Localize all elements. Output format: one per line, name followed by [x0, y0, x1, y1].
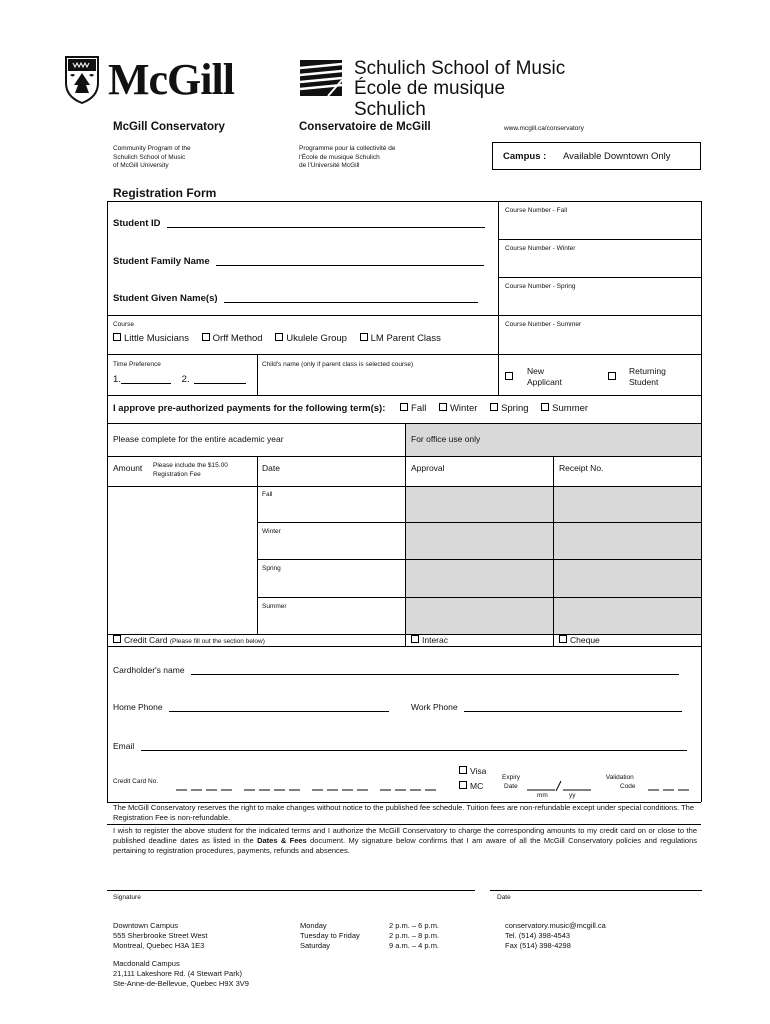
- macdonald-address: [113, 959, 249, 989]
- header-line: de l'Université McGill: [299, 162, 360, 169]
- term-winter-option[interactable]: Winter: [439, 403, 477, 414]
- amount-note: [153, 462, 228, 479]
- given-names-line[interactable]: [224, 292, 478, 303]
- checkbox-icon[interactable]: [559, 635, 567, 643]
- footer-line: 555 Sherbrooke Street West: [113, 931, 208, 940]
- header-line: l'École de musique Schulich: [299, 153, 380, 161]
- footer-email[interactable]: conservatory.music@mcgill.ca: [505, 921, 606, 930]
- email-label: Email: [113, 741, 135, 751]
- form-title: Registration Form: [113, 186, 217, 200]
- checkbox-icon[interactable]: [459, 766, 467, 774]
- schulich-logo: [300, 58, 580, 120]
- course-options: [113, 333, 441, 344]
- checkbox-icon[interactable]: [202, 333, 210, 341]
- time-pref-1-label: 1.: [113, 374, 121, 385]
- checkbox-icon[interactable]: [275, 333, 283, 341]
- approval-header: Approval: [411, 463, 445, 473]
- card-number-blanks[interactable]: [176, 789, 444, 793]
- authorization-text: document. My signature below confirms that I am aware of all the McGill Conservatory policies and regulations pertaining to registration procedures, payments, refunds and absences.: [113, 836, 697, 855]
- expiry-label: [502, 774, 520, 791]
- child-name-label: Child's name (only if parent class is selected course): [262, 361, 414, 368]
- payment-approve-label: I approve pre-authorized payments for the following term(s):: [113, 403, 386, 414]
- footer-line: Saturday: [300, 941, 331, 950]
- campus-box: [492, 142, 701, 170]
- checkbox-icon[interactable]: [113, 333, 121, 341]
- checkbox-icon[interactable]: [490, 403, 498, 411]
- checkbox-icon[interactable]: [113, 635, 121, 643]
- expiry-blanks[interactable]: [527, 780, 591, 792]
- amount-note-line: Please include the $15.00: [153, 462, 228, 469]
- mcgill-wordmark: McGill: [108, 55, 234, 104]
- expiry-mm: mm: [537, 792, 548, 799]
- term-fall-option[interactable]: Fall: [400, 403, 426, 414]
- student-id-line[interactable]: [167, 217, 485, 228]
- pay-cheque-option[interactable]: Cheque: [559, 635, 600, 646]
- date-label: Date: [497, 894, 511, 901]
- time-pref-fields[interactable]: [113, 373, 246, 385]
- validation-blanks[interactable]: [648, 789, 692, 793]
- work-phone-line[interactable]: [464, 701, 682, 712]
- mc-option[interactable]: MC: [459, 781, 483, 792]
- checkbox-icon[interactable]: [608, 372, 616, 380]
- home-phone-label: Home Phone: [113, 702, 163, 712]
- term-summer-option[interactable]: Summer: [541, 403, 588, 414]
- authorization-text: I wish to register the above student for the indicated terms and I authorize the McGill Conservatory to charge the corresponding amounts to my credit card on or close to the published deadline dates as listed in the: [113, 826, 697, 845]
- row-winter-label: Winter: [262, 528, 281, 535]
- expiry-yy: yy: [569, 792, 576, 799]
- given-names-field[interactable]: [113, 292, 478, 304]
- header-title-fr: Conservatoire de McGill: [299, 121, 431, 133]
- campus-label: Campus :: [503, 151, 547, 162]
- returning-student-line: Returning: [629, 366, 666, 376]
- signature-label: Signature: [113, 894, 141, 901]
- row-spring-label: Spring: [262, 565, 281, 572]
- returning-student-line: Student: [629, 377, 659, 387]
- work-phone-label: Work Phone: [411, 702, 458, 712]
- course-option-lm-parent[interactable]: LM Parent Class: [360, 333, 441, 344]
- footer-line: Downtown Campus: [113, 921, 179, 930]
- visa-option[interactable]: Visa: [459, 766, 486, 777]
- validation-line: Code: [620, 782, 636, 790]
- footer-line: Macdonald Campus: [113, 959, 180, 968]
- amount-header: Amount: [113, 463, 143, 473]
- expiry-line: Date: [504, 782, 518, 790]
- amount-note-line: Registration Fee: [153, 470, 201, 478]
- row-summer-label: Summer: [262, 603, 287, 610]
- checkbox-icon[interactable]: [411, 635, 419, 643]
- new-applicant-line: New: [527, 366, 545, 376]
- course-option-little-musicians[interactable]: Little Musicians: [113, 333, 189, 344]
- validation-line: Validation: [605, 774, 634, 781]
- checkbox-icon[interactable]: [439, 403, 447, 411]
- schulich-mark-icon: [300, 60, 342, 96]
- email-field[interactable]: [113, 740, 687, 752]
- home-phone-field[interactable]: [113, 701, 389, 713]
- checkbox-icon[interactable]: [459, 781, 467, 789]
- header-url[interactable]: www.mcgill.ca/conservatory: [504, 125, 584, 132]
- header-line: Schulich School of Music: [113, 153, 186, 161]
- checkbox-icon[interactable]: [505, 372, 513, 380]
- card-number-label: Credit Card No.: [113, 778, 159, 785]
- time-pref-2-label: 2.: [181, 374, 190, 385]
- student-id-field[interactable]: [113, 217, 485, 229]
- footer-line: 21,111 Lakeshore Rd. (4 Stewart Park): [113, 969, 242, 978]
- course-number-summer: Course Number - Summer: [505, 321, 582, 328]
- course-option-ukulele[interactable]: Ukulele Group: [275, 333, 347, 344]
- cardholder-line[interactable]: [191, 664, 679, 675]
- office-hours: [389, 921, 439, 951]
- notice-authorization: [113, 826, 697, 856]
- pay-interac-option[interactable]: Interac: [411, 635, 448, 646]
- payment-terms-row: [113, 403, 588, 414]
- footer-line: Tel. (514) 398-4543: [505, 931, 571, 940]
- email-line[interactable]: [141, 740, 687, 751]
- footer-line: Fax (514) 398-4298: [505, 941, 571, 950]
- course-number-spring: Course Number - Spring: [505, 283, 576, 290]
- campus-value: Available Downtown Only: [563, 151, 671, 162]
- home-phone-line[interactable]: [169, 701, 389, 712]
- schulich-name-fr: École de musique Schulich: [354, 78, 506, 120]
- header-line: of McGill University: [113, 162, 169, 169]
- course-option-orff[interactable]: Orff Method: [202, 333, 263, 344]
- family-name-label: Student Family Name: [113, 256, 210, 267]
- course-label: Course: [113, 321, 134, 328]
- dates-fees-ref: Dates & Fees: [257, 836, 307, 845]
- time-pref-2-line[interactable]: [194, 373, 246, 384]
- work-phone-field[interactable]: [411, 701, 682, 713]
- notice-fees: The McGill Conservatory reserves the right to make changes without notice to the published fee schedule. Tuition fees are non-refundable except under special conditions. The Registration Fee is non-refundable.: [113, 803, 695, 822]
- course-number-fall: Course Number - Fall: [505, 207, 568, 214]
- cardholder-field[interactable]: [113, 664, 679, 676]
- pay-credit-option[interactable]: Credit Card (Please fill out the section below): [113, 635, 265, 647]
- time-pref-1-line[interactable]: [121, 373, 171, 384]
- expiry-line: Expiry: [502, 774, 521, 781]
- checkbox-icon[interactable]: [541, 403, 549, 411]
- time-pref-label: Time Preference: [113, 361, 161, 368]
- row-fall-label: Fall: [262, 491, 273, 498]
- downtown-address: [113, 921, 208, 951]
- course-number-winter: Course Number - Winter: [505, 245, 576, 252]
- office-use-label: For office use only: [411, 434, 481, 444]
- header-lines-fr: [299, 145, 395, 171]
- footer-line: Tuesday to Friday: [300, 931, 360, 940]
- date-header: Date: [262, 463, 280, 473]
- student-id-label: Student ID: [113, 218, 161, 229]
- term-spring-option[interactable]: Spring: [490, 403, 528, 414]
- cardholder-label: Cardholder's name: [113, 665, 185, 675]
- footer-line: 2 p.m. – 8 p.m.: [389, 931, 440, 940]
- header-lines-en: [113, 145, 191, 171]
- new-applicant-line: Applicant: [527, 377, 562, 387]
- given-names-label: Student Given Name(s): [113, 293, 218, 304]
- mcgill-logo: [64, 55, 254, 105]
- office-days: [300, 921, 360, 951]
- contact-info: [505, 921, 606, 951]
- footer-line: Ste-Anne-de-Bellevue, Quebec H9X 3V9: [113, 979, 249, 988]
- footer-line: 2 p.m. – 6 p.m.: [389, 921, 440, 930]
- header-line: Programme pour la collectivité de: [299, 145, 396, 152]
- family-name-line[interactable]: [216, 255, 484, 266]
- schulich-name-en: Schulich School of Music: [354, 58, 566, 79]
- mcgill-shield-icon: [64, 55, 100, 105]
- footer-line: Montreal, Quebec H3A 1E3: [113, 941, 205, 950]
- validation-label: [604, 774, 636, 791]
- family-name-field[interactable]: [113, 255, 484, 267]
- checkbox-icon[interactable]: [360, 333, 368, 341]
- complete-instruction: Please complete for the entire academic year: [113, 434, 284, 444]
- receipt-header: Receipt No.: [559, 463, 604, 473]
- footer-line: 9 a.m. – 4 p.m.: [389, 941, 440, 950]
- footer-line: Monday: [300, 921, 327, 930]
- credit-note: (Please fill out the section below): [169, 638, 265, 645]
- checkbox-icon[interactable]: [400, 403, 408, 411]
- header-line: Community Program of the: [113, 145, 191, 152]
- header-title-en: McGill Conservatory: [113, 121, 225, 133]
